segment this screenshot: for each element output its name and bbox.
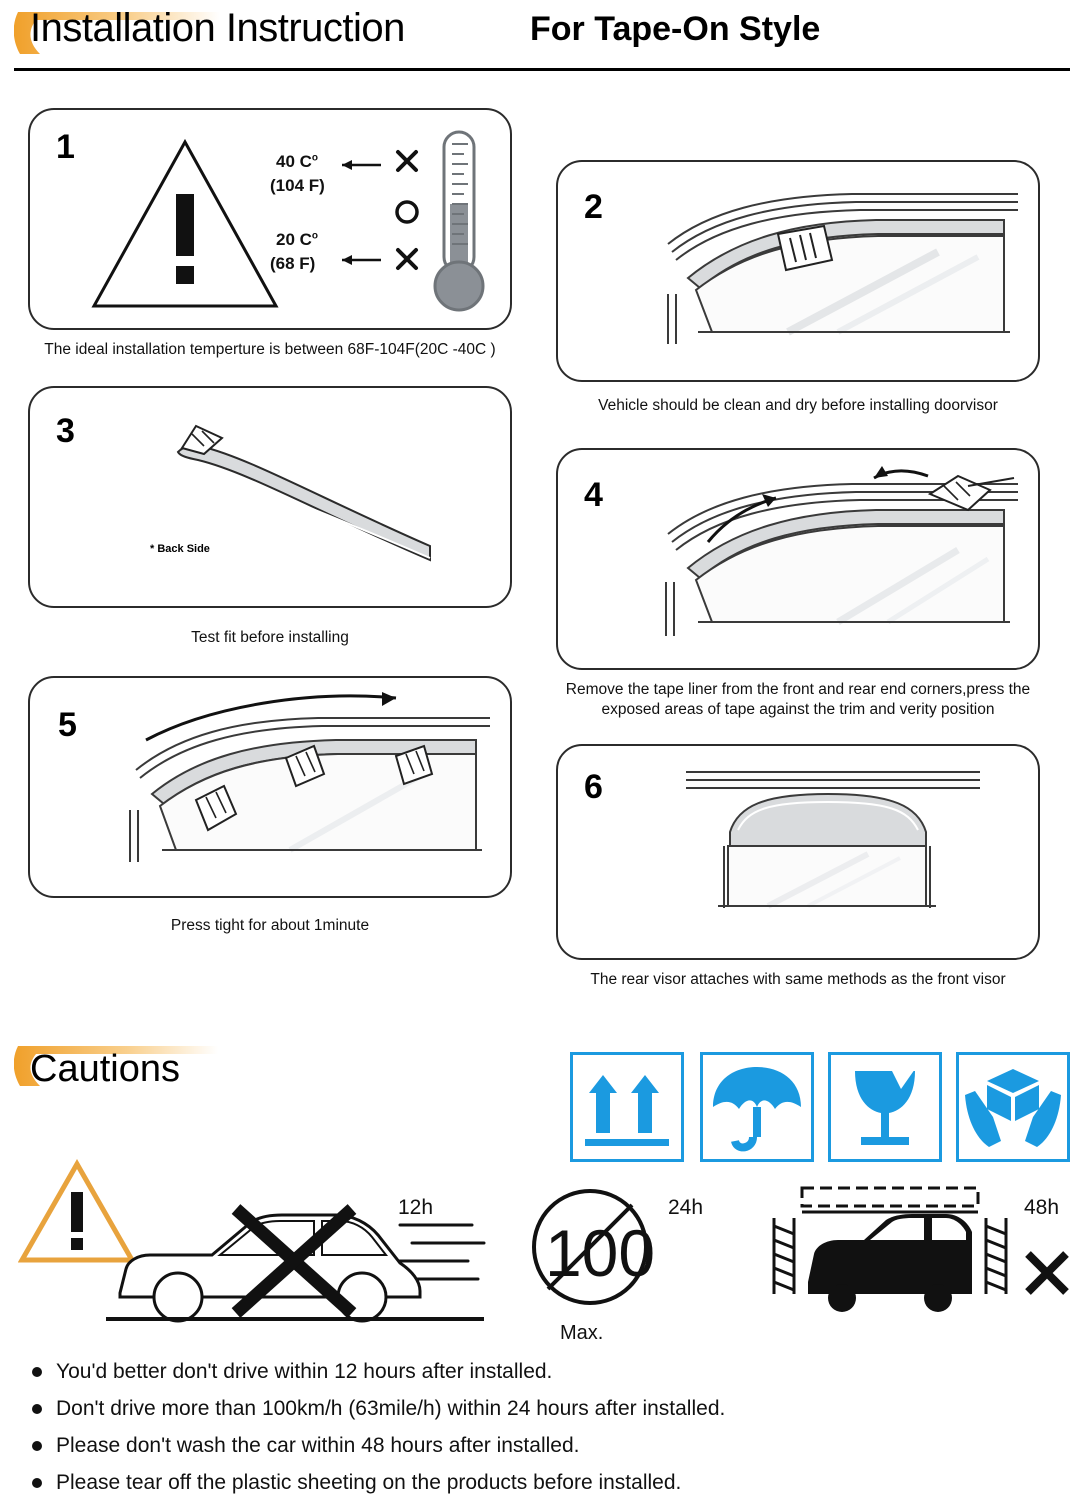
step-5-caption: Press tight for about 1minute bbox=[170, 917, 370, 934]
temp-low-fahrenheit: (68 F) bbox=[270, 254, 316, 273]
temp-high-fahrenheit: (104 F) bbox=[270, 176, 325, 195]
this-side-up-icon bbox=[573, 1055, 681, 1159]
page-subtitle: For Tape-On Style bbox=[530, 10, 821, 48]
cautions-title: Cautions bbox=[30, 1048, 180, 1090]
bullet-text: You'd better don't drive within 12 hours after installed. bbox=[56, 1360, 553, 1383]
step-4-panel bbox=[556, 448, 1040, 670]
list-item bbox=[24, 1469, 1064, 1497]
bullet-text: Don't drive more than 100km/h (63mile/h) within 24 hours after installed. bbox=[56, 1397, 726, 1420]
step-6-caption: The rear visor attaches with same methods as the front visor bbox=[590, 971, 1006, 988]
temperature-range-markers bbox=[326, 140, 436, 310]
step-2-number: 2 bbox=[584, 188, 603, 226]
step-4-number: 4 bbox=[584, 476, 603, 514]
bullet-marker bbox=[32, 1367, 42, 1377]
step-6-number: 6 bbox=[584, 768, 603, 806]
caution-wash-hours-label: 48h bbox=[1024, 1196, 1060, 1219]
step-3-panel bbox=[28, 386, 512, 608]
step-1-panel bbox=[28, 108, 512, 330]
step-6-illustration bbox=[668, 758, 998, 938]
speed-limit-max-label: Max. bbox=[560, 1322, 604, 1344]
no-car-wash-illustration bbox=[760, 1182, 1020, 1330]
icon-box-handle-with-care bbox=[956, 1052, 1070, 1162]
icon-box-this-side-up bbox=[570, 1052, 684, 1162]
step-1-number: 1 bbox=[56, 128, 75, 166]
speed-limit-value: 100 bbox=[544, 1216, 656, 1290]
step-4-illustration bbox=[638, 464, 1028, 664]
step-1-caption: The ideal installation temperture is between 68F-104F(20C -40C ) bbox=[44, 341, 496, 358]
step-5-illustration bbox=[100, 684, 500, 890]
step-2-illustration bbox=[638, 182, 1028, 372]
bullet-marker bbox=[32, 1441, 42, 1451]
step-2-panel bbox=[556, 160, 1040, 382]
warning-triangle-icon bbox=[90, 134, 280, 314]
step-5-number: 5 bbox=[58, 706, 77, 744]
bullet-marker bbox=[32, 1404, 42, 1414]
page-title: Installation Instruction bbox=[30, 6, 405, 50]
fragile-glass-icon bbox=[831, 1055, 939, 1159]
handle-with-care-icon bbox=[959, 1055, 1067, 1159]
step-5-panel bbox=[28, 676, 512, 898]
list-item bbox=[24, 1432, 1064, 1460]
thermometer-icon bbox=[422, 126, 502, 316]
no-car-wash-cross-icon bbox=[1022, 1248, 1072, 1298]
step-3-caption: Test fit before installing bbox=[191, 629, 349, 646]
caution-speed-hours-label: 24h bbox=[668, 1196, 704, 1219]
peel-direction-arrow-right bbox=[874, 466, 928, 478]
press-direction-arrow bbox=[146, 692, 396, 740]
keep-dry-umbrella-icon bbox=[703, 1055, 811, 1159]
temp-high-celsius: 40 $C^o$ bbox=[276, 152, 319, 171]
step-6-panel bbox=[556, 744, 1040, 960]
step-3-backside-note: * Back Side bbox=[150, 543, 210, 555]
icon-box-keep-dry bbox=[700, 1052, 814, 1162]
bullet-text: Please don't wash the car within 48 hours after installed. bbox=[56, 1434, 580, 1457]
bullet-marker bbox=[32, 1478, 42, 1488]
temp-low-celsius: 20 $C^o$ bbox=[276, 230, 319, 249]
list-item bbox=[24, 1395, 1064, 1423]
step-2-caption: Vehicle should be clean and dry before installing doorvisor bbox=[598, 397, 998, 414]
caution-drive-hours-label: 12h bbox=[398, 1196, 434, 1219]
step-3-number: 3 bbox=[56, 412, 75, 450]
step-4-caption: Remove the tape liner from the front and rear end corners,press the exposed areas of tape against the trim and verity position bbox=[565, 681, 1031, 718]
list-item bbox=[24, 1358, 1064, 1386]
page-header bbox=[0, 0, 1084, 70]
cautions-bullet-list bbox=[24, 1358, 1064, 1506]
header-divider bbox=[14, 68, 1070, 71]
icon-box-fragile bbox=[828, 1052, 942, 1162]
bullet-text: Please tear off the plastic sheeting on the products before installed. bbox=[56, 1471, 682, 1494]
